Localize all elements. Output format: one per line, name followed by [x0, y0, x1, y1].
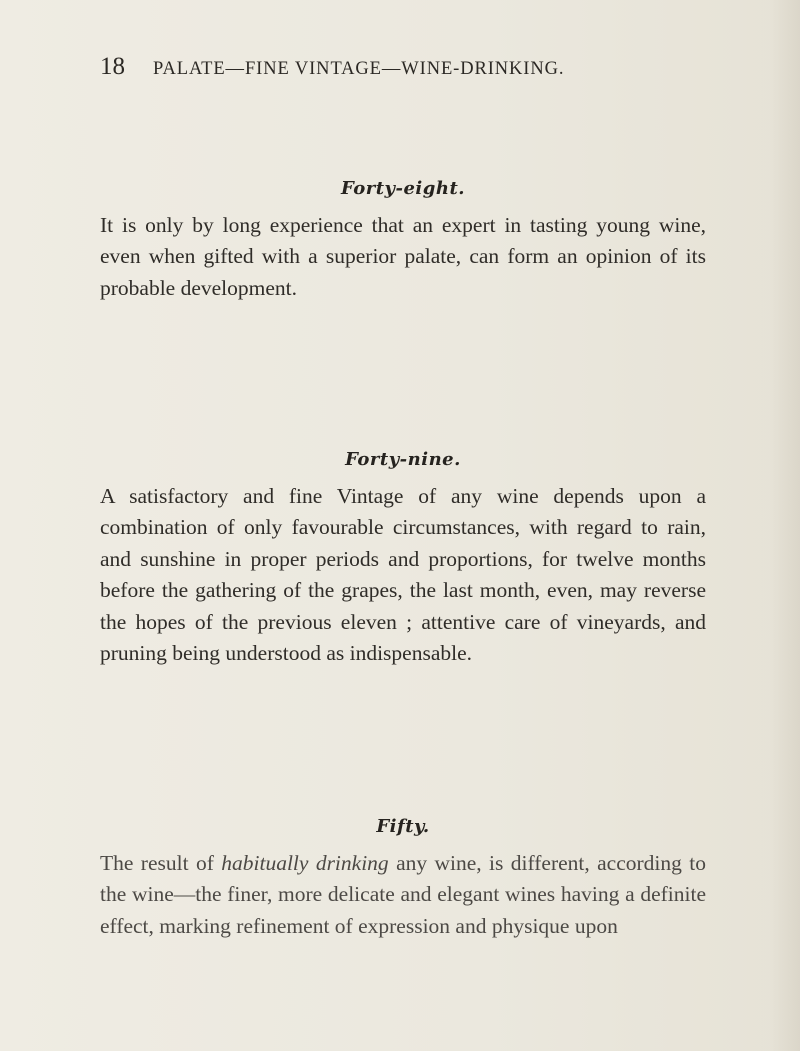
maxim-text [100, 848, 706, 942]
maxim-text: It is only by long experience that an expert in tasting young wine, even when gifted with a superior palate, can form an opinion of its probable development. [100, 213, 706, 300]
page-number: 18 [100, 53, 125, 80]
maxim-text: A satisfactory and fine Vintage of any wine depends upon a combination of only favourable circumstances, with regard to rain, and sunshine in proper periods and proportions, for twelve months before the gathering of the grapes, the last month, even, may reverse the hopes of the previous eleven ; attentive care of vineyards, and pruning being understood as indispensable. [100, 484, 706, 666]
maxim-heading: Forty-eight. [340, 178, 466, 199]
maxim-forty-eight [100, 176, 706, 304]
page-edge-shadow [770, 0, 800, 1051]
running-title: PALATE—FINE VINTAGE—WINE-DRINKING. [153, 59, 565, 79]
maxim-forty-nine [100, 447, 706, 669]
maxim-text-italic: habitually drinking [221, 851, 389, 875]
maxim-text-start: The result of [100, 851, 222, 875]
maxim-fifty [100, 814, 706, 942]
maxim-heading: Forty-nine. [345, 449, 461, 470]
maxim-text-end: any wine, is different, according to the wine—the finer, more delicate and elegant wines having a definite effect, marking refinement of expression and physique upon [100, 851, 706, 938]
maxim-heading: Fifty. [376, 816, 430, 837]
